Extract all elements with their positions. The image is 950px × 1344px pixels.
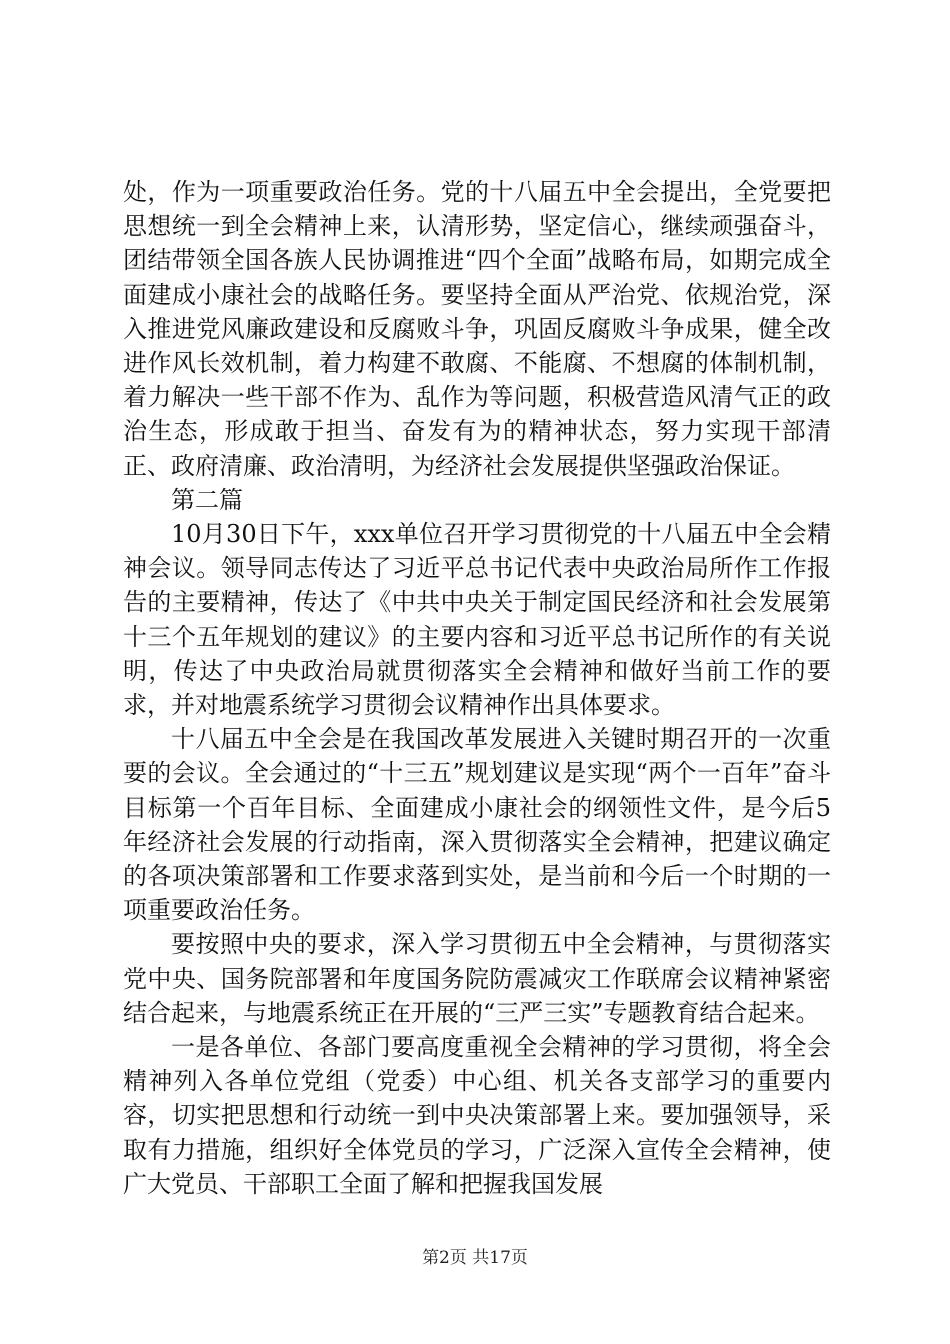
page-footer: 第2页 共17页 <box>422 1248 528 1268</box>
section-heading: 第二篇 <box>171 485 243 514</box>
paragraph-continuation: 处，作为一项重要政治任务。党的十八届五中全会提出，全党要把思想统一到全会精神上来，认清形势，坚定信心，继续顽强奋斗，团结带领全国各族人民协调推进“四个全面”战略布局，如期完成全面建成小康社会的战略任务。要坚持全面从严治党、依规治党，深入推进党风廉政建设和反腐败斗争，巩固反腐败斗争成果，健全改进作风长效机制，着力构建不敢腐、不能腐、不想腐的体制机制，着力解决一些干部不作为、乱作为等问题，积极营造风清气正的政治生态，形成敢于担当、奋发有为的精神状态，努力实现干部清正、政府清廉、政治清明，为经济社会发展提供坚强政治保证。 <box>123 178 831 480</box>
paragraph: 10月30日下午，xxx单位召开学习贯彻党的十八届五中全会精神会议。领导同志传达了习近平总书记代表中央政治局所作工作报告的主要精神，传达了《中共中央关于制定国民经济和社会发展第十三个五年规划的建议》的主要内容和习近平总书记所作的有关说明，传达了中央政治局就贯彻落实全会精神和做好当前工作的要求，并对地震系统学习贯彻会议精神作出具体要求。 <box>123 520 831 720</box>
document-body <box>123 175 831 1201</box>
paragraph: 十八届五中全会是在我国改革发展进入关键时期召开的一次重要的会议。全会通过的“十三五”规划建议是实现“两个一百年”奋斗目标第一个百年目标、全面建成小康社会的纲领性文件，是今后5年经济社会发展的行动指南，深入贯彻落实全会精神，把建议确定的各项决策部署和工作要求落到实处，是当前和今后一个时期的一项重要政治任务。 <box>123 725 831 925</box>
paragraph: 要按照中央的要求，深入学习贯彻五中全会精神，与贯彻落实党中央、国务院部署和年度国务院防震减灾工作联席会议精神紧密结合起来，与地震系统正在开展的“三严三实”专题教育结合起来。 <box>123 930 831 1027</box>
paragraph: 一是各单位、各部门要高度重视全会精神的学习贯彻，将全会精神列入各单位党组（党委）中心组、机关各支部学习的重要内容，切实把思想和行动统一到中央决策部署上来。要加强领导，采取有力措施，组织好全体党员的学习，广泛深入宣传全会精神，使广大党员、干部职工全面了解和把握我国发展 <box>123 1033 831 1198</box>
